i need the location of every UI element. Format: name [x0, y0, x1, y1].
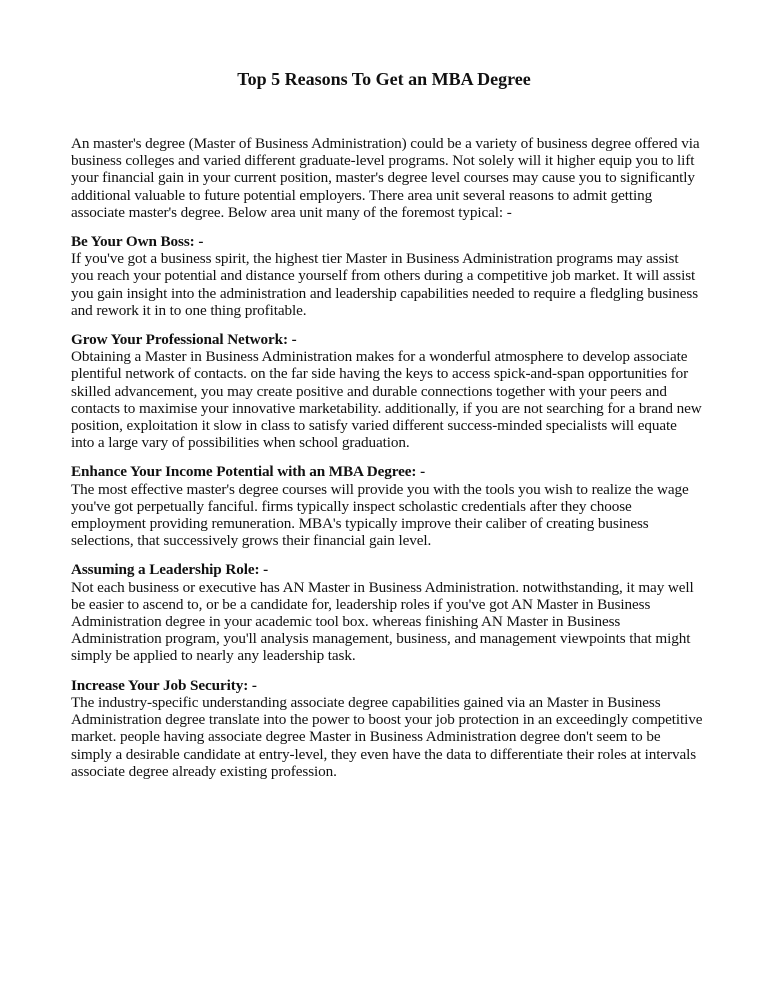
document-body	[71, 135, 703, 792]
section-grow-network	[71, 331, 703, 451]
section-heading: Enhance Your Income Potential with an MBA Degree: -	[71, 463, 426, 481]
section-job-security	[71, 677, 703, 780]
section-body: Not each business or executive has AN Master in Business Administration. notwithstanding, it may well be easier to ascend to, or be a candidate for, leadership roles if you've got AN Master in Business Administration degree in your academic tool box. whereas finishing AN Master in Business Administration program, you'll analysis management, business, and management viewpoints that might simply be applied to nearly any leadership task.	[71, 578, 694, 665]
section-heading: Be Your Own Boss: -	[71, 233, 204, 251]
section-leadership-role	[71, 561, 703, 664]
section-body: Obtaining a Master in Business Administration makes for a wonderful atmosphere to develop associate plentiful network of contacts. on the far side having the keys to access spick-and-span opportunities for skilled advancement, you may create positive and durable connections together with your peers and contacts to maximise your innovative marketability. additionally, if you are not searching for a brand new position, exploitation it slow in class to satisfy varied different success-minded specialists will equate into a large vary of possibilities when school graduation.	[71, 348, 702, 452]
document-title: Top 5 Reasons To Get an MBA Degree	[237, 69, 531, 89]
intro-paragraph: An master's degree (Master of Business Administration) could be a variety of business degree offered via business colleges and varied different graduate-level programs. Not solely will it higher equip you to lift your financial gain in your current position, master's degree level courses may cause you to significantly additional valuable to future potential employers. There area unit several reasons to admit getting associate master's degree. Below area unit many of the foremost typical: -	[71, 135, 700, 221]
section-enhance-income	[71, 463, 703, 549]
section-body: The industry-specific understanding associate degree capabilities gained via an Master in Business Administration degree translate into the power to boost your job protection in an exceedingly competitive market. people having associate degree Master in Business Administration degree don't seem to be simply a desirable candidate at entry-level, they even have the data to differentiate their roles at intervals associate degree already existing profession.	[71, 693, 703, 780]
section-body: If you've got a business spirit, the highest tier Master in Business Administration programs may assist you reach your potential and distance yourself from others during a competitive job market. It will assist you gain insight into the administration and leadership capabilities needed to require a fledgling business and rework it in to one thing profitable.	[71, 250, 699, 319]
section-heading: Grow Your Professional Network: -	[71, 331, 297, 349]
section-heading: Assuming a Leadership Role: -	[71, 561, 269, 579]
section-body: The most effective master's degree courses will provide you with the tools you wish to realize the wage you've got perpetually fanciful. firms typically inspect scholastic credentials after they choose employment providing remuneration. MBA's typically improve their caliber of creating business selections, that successively grows their financial gain level.	[71, 480, 689, 550]
section-be-your-own-boss	[71, 233, 703, 319]
section-heading: Increase Your Job Security: -	[71, 676, 257, 694]
